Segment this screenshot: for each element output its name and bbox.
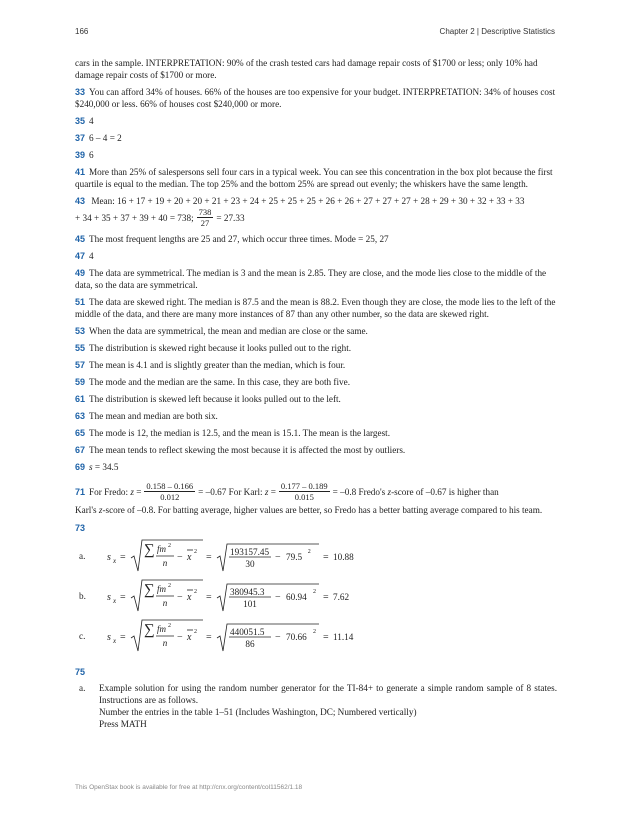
answer-text: The most frequent lengths are 25 and 27, which occur three times. Mode = 25, 27 (89, 234, 389, 244)
mean-fraction (197, 207, 214, 228)
answer-65 (75, 427, 557, 439)
minus-sign: − (177, 552, 183, 563)
equals-sign: = (120, 632, 126, 643)
mean-value: 70.66 (286, 632, 307, 642)
subscript-x: x (113, 637, 117, 645)
subscript-x: x (113, 597, 117, 605)
fredo-label: For Fredo: (89, 486, 129, 497)
formula-rows (75, 538, 557, 654)
n-value: 86 (245, 639, 255, 649)
superscript-2: 2 (194, 549, 197, 555)
answer-57 (75, 359, 557, 371)
n-value: 101 (243, 599, 257, 609)
answer-text: More than 25% of salespersons sell four cars in a typical week. You can see this concentration in the box plot because the first quartile is equal to the median. The top 25% and the bottom 25% are spread out evenly; the whiskers have the same length. (75, 167, 553, 189)
chapter-title: Chapter 2 | Descriptive Statistics (439, 27, 555, 36)
xbar-symbol: x (187, 552, 192, 563)
answer-text-cont: + 34 + 35 + 37 + 39 + 40 = 738; (75, 212, 194, 223)
n-value: 30 (245, 559, 255, 569)
answer-text: The data are symmetrical. The median is 3 and the mean is 2.85. They are close, and the mode lies close to the middle of the data, so the data are symmetrical. (75, 268, 547, 290)
answer-text: The mean and median are both six. (89, 411, 218, 421)
minus-sign: − (275, 632, 281, 643)
fm-term: fm (157, 584, 166, 594)
answer-number: 69 (75, 462, 86, 472)
equals-sign: = (206, 592, 212, 603)
answer-text: 6 – 4 = 2 (89, 133, 122, 143)
fraction-numerator: 0.158 – 0.166 (146, 481, 194, 491)
answer-71 (75, 481, 557, 516)
superscript-2: 2 (307, 549, 311, 555)
answer-number: 65 (75, 428, 86, 438)
formula-row (75, 538, 557, 574)
sd-formula (107, 578, 367, 614)
answer-text: = 34.5 (94, 462, 119, 472)
answer-number: 67 (75, 445, 86, 455)
answer-number: 55 (75, 343, 86, 353)
continued-text: cars in the sample. INTERPRETATION: 90% of the crash tested cars had damage repair costs of $1700 or less; only 10% had damage repair costs of $1700 or more. (75, 58, 538, 80)
superscript-2: 2 (313, 589, 316, 595)
answer-content (75, 57, 557, 730)
mean-value: 60.94 (286, 592, 307, 602)
z-symbol: z (98, 505, 103, 515)
answer-text: 4 (89, 116, 94, 126)
page-number: 166 (75, 27, 89, 36)
answer-number: 57 (75, 360, 86, 370)
sd-formula (107, 618, 367, 654)
sd-result: 7.62 (333, 592, 350, 602)
fraction-numerator: 738 (198, 207, 212, 217)
fraction-denominator: 0.015 (294, 492, 314, 502)
sd-formula (107, 538, 367, 574)
summation-symbol: ∑ (144, 622, 155, 638)
answer-number: 59 (75, 377, 86, 387)
answer-49 (75, 267, 557, 291)
sd-result: 10.88 (333, 552, 354, 562)
sub-letter: a. (79, 683, 86, 693)
n-term: n (162, 598, 168, 608)
answer-text: The mode and the median are the same. In this case, they are both five. (89, 377, 350, 387)
superscript-2: 2 (194, 629, 197, 635)
karl-result: = –0.8 Fredo's (332, 486, 386, 497)
fredo-result: = –0.67 For Karl: (198, 486, 263, 497)
xbar-symbol: x (187, 632, 192, 643)
minus-sign: − (177, 592, 183, 603)
conclusion-text: -score of –0.8. For batting average, higher values are better, so Fredo has a better batting average compared to his team. (102, 505, 543, 515)
sub-text: Example solution for using the random number generator for the TI-84+ to generate a simple random sample of 8 states. Instructions are as follows. (99, 683, 557, 705)
answer-text: 6 (89, 150, 94, 160)
answer-67 (75, 444, 557, 456)
z-symbol: z (264, 486, 269, 497)
answer-number: 39 (75, 150, 86, 160)
sd-symbol: s (89, 462, 93, 472)
fredo-fraction (144, 481, 195, 502)
z-symbol: z (387, 486, 392, 497)
superscript-2: 2 (194, 589, 197, 595)
equals-sign: = (206, 552, 212, 563)
answer-53 (75, 325, 557, 337)
equals-sign: = (323, 552, 329, 563)
formula-row (75, 578, 557, 614)
fm-term: fm (157, 544, 166, 554)
answer-text: When the data are symmetrical, the mean and median are close or the same. (89, 326, 368, 336)
summation-symbol: ∑ (144, 542, 155, 558)
answer-39 (75, 149, 557, 161)
mean-value: 79.5 (286, 552, 303, 562)
answer-43 (75, 195, 557, 228)
formula-letter: b. (79, 591, 86, 601)
xbar-symbol: x (187, 592, 192, 603)
instruction-line: Number the entries in the table 1–51 (Includes Washington, DC; Numbered vertically) (99, 707, 417, 717)
z-symbol: z (130, 486, 134, 497)
sd-result: 11.14 (333, 632, 354, 642)
minus-sign: − (275, 552, 281, 563)
sum-value: 193157.45 (230, 547, 270, 557)
equals-sign: = (206, 632, 212, 643)
answer-59 (75, 376, 557, 388)
answer-69 (75, 461, 557, 473)
answer-47 (75, 250, 557, 262)
sub-answer-a (75, 682, 557, 706)
answer-text: The distribution is skewed left because it looks pulled out to the left. (89, 394, 341, 404)
equals-sign: = (323, 632, 329, 643)
sd-symbol: s (107, 632, 111, 643)
answer-41 (75, 166, 557, 190)
answer-number: 41 (75, 167, 86, 177)
minus-sign: − (275, 592, 281, 603)
answer-text: The mode is 12, the median is 12.5, and the mean is 15.1. The mean is the largest. (89, 428, 391, 438)
equals-sign: = (136, 486, 142, 497)
fraction-denominator: 0.012 (160, 492, 180, 502)
n-term: n (162, 558, 168, 568)
formula-letter: a. (79, 551, 86, 561)
answer-number: 33 (75, 87, 86, 97)
formula-row (75, 618, 557, 654)
answer-text: The mean is 4.1 and is slightly greater than the median, which is four. (89, 360, 346, 370)
mean-result: = 27.33 (216, 212, 245, 223)
answer-35 (75, 115, 557, 127)
answer-37 (75, 132, 557, 144)
equals-sign: = (120, 592, 126, 603)
superscript-2: 2 (168, 583, 171, 589)
answer-73 (75, 522, 557, 654)
answer-51 (75, 296, 557, 320)
karl-name: Karl's (75, 505, 97, 515)
superscript-2: 2 (313, 629, 316, 635)
fm-term: fm (157, 624, 166, 634)
answer-text: The distribution is skewed right because it looks pulled out to the right. (89, 343, 352, 353)
instruction-line: Press MATH (99, 719, 147, 729)
answer-number: 75 (75, 667, 86, 677)
comparison-text: -score of –0.67 is higher than (391, 486, 499, 497)
equals-sign: = (120, 552, 126, 563)
answer-number: 37 (75, 133, 86, 143)
sd-symbol: s (107, 592, 111, 603)
answer-number: 61 (75, 394, 86, 404)
answer-number: 43 (75, 196, 86, 206)
sum-value: 380945.3 (230, 587, 265, 597)
answer-number: 35 (75, 116, 86, 126)
equals-sign: = (270, 486, 276, 497)
answer-number: 71 (75, 486, 86, 497)
equals-sign: = (323, 592, 329, 603)
fraction-numerator: 0.177 – 0.189 (280, 481, 328, 491)
superscript-2: 2 (168, 623, 171, 629)
answer-text: The mean tends to reflect skewing the most because it is affected the most by outliers. (89, 445, 406, 455)
answer-text: 4 (89, 251, 94, 261)
answer-number: 49 (75, 268, 86, 278)
superscript-2: 2 (168, 543, 171, 549)
subscript-x: x (113, 557, 117, 565)
sd-symbol: s (107, 552, 111, 563)
footer-note: This OpenStax book is available for free at http://cnx.org/content/col11562/1.18 (75, 784, 303, 791)
answer-number: 53 (75, 326, 86, 336)
answer-45 (75, 233, 557, 245)
answer-text: Mean: 16 + 17 + 19 + 20 + 20 + 21 + 23 + 24 + 25 + 25 + 25 + 26 + 26 + 27 + 27 + 27 + 28 + 29 + 30 + 32 + 33 + 33 (91, 196, 525, 206)
answer-number: 73 (75, 523, 86, 533)
answer-33 (75, 86, 557, 110)
formula-letter: c. (79, 631, 86, 641)
fraction-denominator: 27 (200, 218, 210, 228)
answer-63 (75, 410, 557, 422)
answer-number: 63 (75, 411, 86, 421)
answer-75 (75, 666, 557, 730)
answer-55 (75, 342, 557, 354)
answer-number: 45 (75, 234, 86, 244)
n-term: n (162, 638, 168, 648)
answer-text: The data are skewed right. The median is 87.5 and the mean is 88.2. Even though they are close, the mode lies to the left of the middle of the data, and there are many more instances of 87 than any other number, so the data are skewed right. (75, 297, 556, 319)
answer-text: You can afford 34% of houses. 66% of the houses are too expensive for your budget. INTERPRETATION: 34% of houses cost $240,000 or less. 66% of houses cost $240,000 or more. (75, 87, 556, 109)
karl-fraction (279, 481, 330, 502)
answer-61 (75, 393, 557, 405)
answer-number: 51 (75, 297, 86, 307)
sum-value: 440051.5 (230, 627, 265, 637)
answer-number: 47 (75, 251, 86, 261)
minus-sign: − (177, 632, 183, 643)
summation-symbol: ∑ (144, 582, 155, 598)
